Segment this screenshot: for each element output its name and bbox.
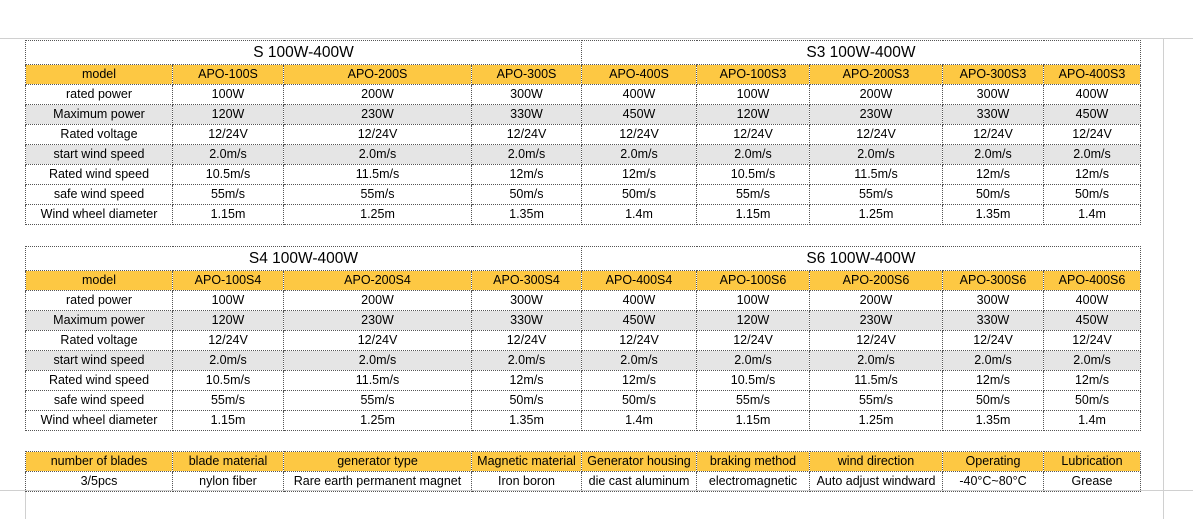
row-label: Rated wind speed (26, 371, 173, 391)
row-label: Rated wind speed (26, 165, 173, 185)
header-cell: APO-300S (472, 65, 582, 85)
cell: 450W (582, 311, 697, 331)
cell: 2.0m/s (582, 351, 697, 371)
cell: 12/24V (472, 331, 582, 351)
cell: Rare earth permanent magnet (284, 472, 472, 492)
cell: 12/24V (810, 331, 943, 351)
cell: 400W (1044, 85, 1141, 105)
cell: 330W (943, 311, 1044, 331)
cell: 230W (284, 311, 472, 331)
cell: 400W (1044, 291, 1141, 311)
cell: 1.35m (943, 411, 1044, 431)
cell: 50m/s (472, 391, 582, 411)
cell: 2.0m/s (943, 145, 1044, 165)
cell: 12/24V (943, 331, 1044, 351)
header-cell: APO-300S4 (472, 271, 582, 291)
cell: 12/24V (943, 125, 1044, 145)
cell: 230W (810, 311, 943, 331)
header-cell: braking method (697, 452, 810, 472)
group-title: S 100W-400W (26, 41, 582, 65)
cell: 10.5m/s (697, 165, 810, 185)
cell: 11.5m/s (810, 165, 943, 185)
cell: 120W (173, 105, 284, 125)
table-row (26, 391, 1141, 411)
cell: 450W (1044, 311, 1141, 331)
cell: 12/24V (472, 125, 582, 145)
cell: 2.0m/s (1044, 351, 1141, 371)
cell: 50m/s (943, 185, 1044, 205)
cell: 55m/s (284, 185, 472, 205)
cell: 2.0m/s (943, 351, 1044, 371)
cell: 12m/s (1044, 165, 1141, 185)
header-cell: Lubrication (1044, 452, 1141, 472)
row-label: Wind wheel diameter (26, 411, 173, 431)
cell: 12m/s (582, 165, 697, 185)
cell: nylon fiber (173, 472, 284, 492)
header-cell: APO-400S6 (1044, 271, 1141, 291)
header-cell: wind direction (810, 452, 943, 472)
row-label: safe wind speed (26, 391, 173, 411)
table-row (26, 311, 1141, 331)
cell: 55m/s (810, 391, 943, 411)
header-cell: APO-100S6 (697, 271, 810, 291)
spec-table-s-s3 (25, 40, 1141, 225)
cell: 12/24V (697, 331, 810, 351)
cell: 1.15m (697, 411, 810, 431)
cell: 1.4m (1044, 205, 1141, 225)
table-row (26, 291, 1141, 311)
cell: 12m/s (943, 371, 1044, 391)
cell: 230W (284, 105, 472, 125)
cell: 1.35m (472, 205, 582, 225)
cell: 120W (697, 105, 810, 125)
header-row (26, 452, 1141, 472)
cell: 1.4m (582, 411, 697, 431)
cell: 12m/s (472, 371, 582, 391)
cell: 1.35m (472, 411, 582, 431)
cell: 11.5m/s (810, 371, 943, 391)
cell: 300W (472, 291, 582, 311)
row-label: Rated voltage (26, 125, 173, 145)
cell: 450W (1044, 105, 1141, 125)
table-row (26, 472, 1141, 492)
cell: 200W (284, 85, 472, 105)
header-cell: APO-200S (284, 65, 472, 85)
cell: 100W (697, 291, 810, 311)
cell: 300W (472, 85, 582, 105)
cell: 100W (697, 85, 810, 105)
common-spec-table (25, 451, 1141, 492)
cell: 12/24V (582, 125, 697, 145)
cell: 12/24V (810, 125, 943, 145)
cell: 3/5pcs (26, 472, 173, 492)
row-label: Maximum power (26, 105, 173, 125)
cell: 100W (173, 291, 284, 311)
cell: 2.0m/s (810, 145, 943, 165)
cell: 12m/s (472, 165, 582, 185)
header-cell: Operating (943, 452, 1044, 472)
cell: 12/24V (1044, 331, 1141, 351)
cell: 120W (697, 311, 810, 331)
header-cell: APO-400S4 (582, 271, 697, 291)
cell: 2.0m/s (284, 145, 472, 165)
row-label: start wind speed (26, 351, 173, 371)
cell: 50m/s (1044, 391, 1141, 411)
table-row (26, 165, 1141, 185)
table-row (26, 205, 1141, 225)
cell: die cast aluminum (582, 472, 697, 492)
group-title: S6 100W-400W (582, 247, 1141, 271)
cell: 12/24V (173, 125, 284, 145)
cell: 12m/s (1044, 371, 1141, 391)
cell: 2.0m/s (472, 145, 582, 165)
header-cell: APO-300S3 (943, 65, 1044, 85)
table-row (26, 351, 1141, 371)
row-label: rated power (26, 291, 173, 311)
table-row (26, 331, 1141, 351)
table-row (26, 185, 1141, 205)
header-cell: blade material (173, 452, 284, 472)
cell: Auto adjust windward (810, 472, 943, 492)
cell: Grease (1044, 472, 1141, 492)
cell: 120W (173, 311, 284, 331)
cell: 2.0m/s (173, 145, 284, 165)
header-cell: APO-300S6 (943, 271, 1044, 291)
cell: 330W (472, 311, 582, 331)
cell: 1.25m (284, 411, 472, 431)
cell: 2.0m/s (1044, 145, 1141, 165)
cell: 55m/s (173, 185, 284, 205)
cell: 55m/s (697, 391, 810, 411)
table-row (26, 85, 1141, 105)
header-cell: Generator housing (582, 452, 697, 472)
cell: 1.15m (173, 411, 284, 431)
cell: 12/24V (284, 125, 472, 145)
cell: 55m/s (173, 391, 284, 411)
spec-table-s4-s6 (25, 246, 1141, 431)
header-cell: APO-400S3 (1044, 65, 1141, 85)
cell: 1.4m (1044, 411, 1141, 431)
cell: 1.25m (284, 205, 472, 225)
cell: 12/24V (284, 331, 472, 351)
cell: 10.5m/s (173, 371, 284, 391)
cell: 55m/s (810, 185, 943, 205)
cell: 200W (810, 85, 943, 105)
cell: 1.15m (697, 205, 810, 225)
cell: 10.5m/s (697, 371, 810, 391)
header-cell: APO-100S (173, 65, 284, 85)
cell: 2.0m/s (582, 145, 697, 165)
cell: 11.5m/s (284, 165, 472, 185)
header-cell: APO-100S4 (173, 271, 284, 291)
header-cell: APO-200S4 (284, 271, 472, 291)
cell: 2.0m/s (173, 351, 284, 371)
cell: Iron boron (472, 472, 582, 492)
cell: 55m/s (697, 185, 810, 205)
cell: 1.25m (810, 205, 943, 225)
cell: 12m/s (943, 165, 1044, 185)
header-row (26, 271, 1141, 291)
table-row (26, 105, 1141, 125)
sheet-gridline (25, 490, 26, 519)
header-cell: APO-100S3 (697, 65, 810, 85)
cell: 12m/s (582, 371, 697, 391)
cell: 10.5m/s (173, 165, 284, 185)
cell: 50m/s (472, 185, 582, 205)
row-label: start wind speed (26, 145, 173, 165)
cell: 330W (472, 105, 582, 125)
cell: 50m/s (582, 185, 697, 205)
header-cell: generator type (284, 452, 472, 472)
group-title: S4 100W-400W (26, 247, 582, 271)
row-label: Maximum power (26, 311, 173, 331)
header-cell: Magnetic material (472, 452, 582, 472)
sheet-gridline (0, 38, 1193, 39)
header-cell: APO-400S (582, 65, 697, 85)
cell: 300W (943, 85, 1044, 105)
cell: 12/24V (173, 331, 284, 351)
cell: 50m/s (582, 391, 697, 411)
cell: 200W (284, 291, 472, 311)
cell: 2.0m/s (697, 351, 810, 371)
header-cell: model (26, 65, 173, 85)
cell: 55m/s (284, 391, 472, 411)
header-row (26, 65, 1141, 85)
row-label: Wind wheel diameter (26, 205, 173, 225)
table-row (26, 145, 1141, 165)
cell: 100W (173, 85, 284, 105)
header-cell: number of blades (26, 452, 173, 472)
table-row (26, 125, 1141, 145)
cell: 12/24V (1044, 125, 1141, 145)
table-row (26, 371, 1141, 391)
cell: 230W (810, 105, 943, 125)
cell: 11.5m/s (284, 371, 472, 391)
row-label: safe wind speed (26, 185, 173, 205)
cell: 50m/s (943, 391, 1044, 411)
table-row (26, 411, 1141, 431)
cell: 2.0m/s (284, 351, 472, 371)
cell: 2.0m/s (472, 351, 582, 371)
cell: 12/24V (697, 125, 810, 145)
cell: 2.0m/s (810, 351, 943, 371)
header-cell: model (26, 271, 173, 291)
header-cell: APO-200S3 (810, 65, 943, 85)
cell: 1.35m (943, 205, 1044, 225)
cell: 330W (943, 105, 1044, 125)
row-label: Rated voltage (26, 331, 173, 351)
cell: 400W (582, 85, 697, 105)
cell: 1.25m (810, 411, 943, 431)
cell: 1.15m (173, 205, 284, 225)
cell: 12/24V (582, 331, 697, 351)
header-cell: APO-200S6 (810, 271, 943, 291)
cell: 400W (582, 291, 697, 311)
cell: 300W (943, 291, 1044, 311)
row-label: rated power (26, 85, 173, 105)
cell: 2.0m/s (697, 145, 810, 165)
cell: -40°C~80°C (943, 472, 1044, 492)
group-title: S3 100W-400W (582, 41, 1141, 65)
cell: electromagnetic (697, 472, 810, 492)
cell: 450W (582, 105, 697, 125)
cell: 200W (810, 291, 943, 311)
sheet-gridline (1163, 38, 1164, 519)
cell: 50m/s (1044, 185, 1141, 205)
cell: 1.4m (582, 205, 697, 225)
